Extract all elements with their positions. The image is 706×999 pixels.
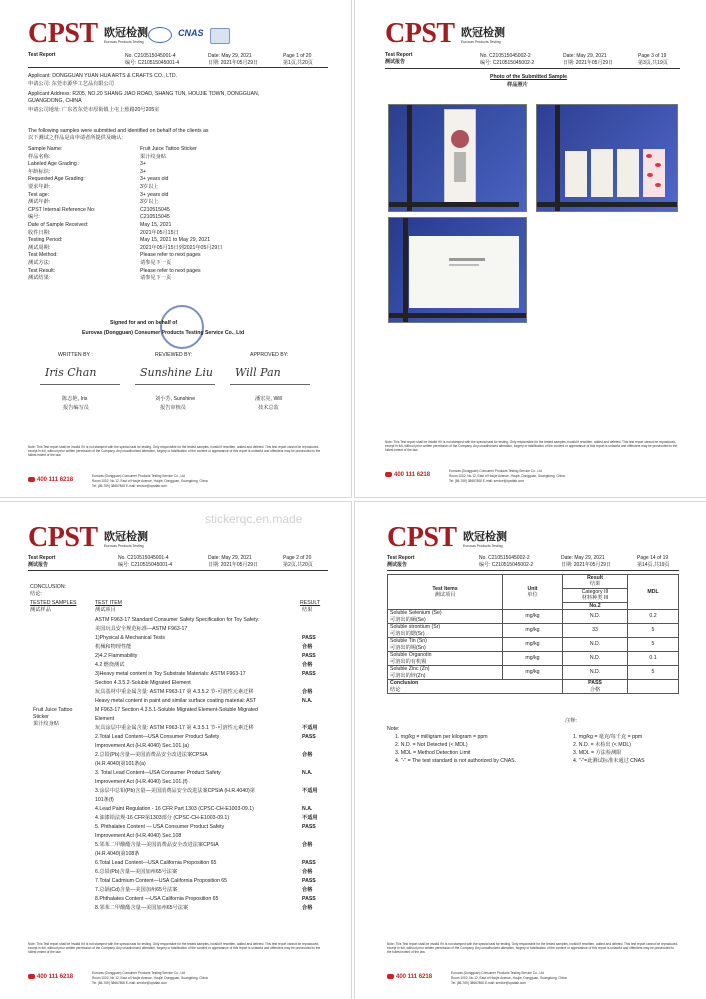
test-item-line: Improvement Act (H.R.4040) Sec.101.(f) [95,779,188,785]
test-item-cn: 可溶出的锌(Zn) [390,672,426,679]
test-item-line: Section 4.3.5.2-Soluble Migrated Element [95,680,191,686]
test-result: PASS [302,878,316,884]
logo-sub: Eurovas Products Testing [463,544,503,548]
report-label-cn: 测试报告 [385,58,406,65]
phone-icon [28,477,35,482]
info-value: 3+ years old [140,191,169,198]
table-row [388,624,679,638]
footer-contact: Tel: (86-769) 38667808 E-mail: service@cpstlab.com [92,981,167,985]
conclusion-label-cn: 结论: [30,591,42,597]
photo-title: Photo of the Submitted Sample [490,74,567,80]
test-item-line: 8.邻苯二甲酸酯含量—美国加州65号法案 [95,905,189,911]
info-value: May 15, 2021 to May 29, 2021 [140,237,211,244]
report-no-cn: 编号: C210515045002-2 [480,59,535,66]
tested-sample-name-2: Sticker [33,714,49,720]
footer-address: Room 1002, No.12, East of Houjie Avenue, Houjie, Dongguan, Guangdong, China [92,976,208,980]
signature-writer: Iris Chan [45,366,97,379]
page-number-cn: 第1页,共20页 [283,59,313,66]
col-test-item: TEST ITEM [95,600,122,606]
logo-sub: Eurovas Products Testing [104,544,144,548]
header-result-cn: 结果 [589,581,601,588]
note-item: 1. mg/kg = milligram per kilogram = ppm [395,734,488,740]
test-result: 合格 [302,752,313,758]
info-value: Please refer to next pages [140,267,201,274]
test-item-en: Soluble Tin (Sn) [390,638,427,645]
report-date: Date: May 29, 2021 [563,53,607,59]
result-cell: N.D. [563,638,628,652]
intro: The following samples were submitted and identified on behalf of the clients as [28,128,209,134]
col-result: RESULT [300,600,321,606]
info-key: Test Result: [28,267,56,274]
test-item-line: 101条(f) [95,797,114,803]
test-result: 合格 [302,887,313,893]
info-key: Sample Name: [28,146,63,152]
test-item-line: Improvement Act (H.R.4040) Sec.101.(a) [95,743,189,749]
note-item-cn: 2. N.D. = 未检出 (< MDL) [573,742,631,748]
unit-cell: mg/kg [503,638,563,652]
page-number: Page 3 of 19 [638,53,667,59]
footer-note: Note: This Test report shall be invalid if it is not stamped with the special seal for testing. Only responsible for the tested samples, invalid if rewritten, added and deleted. This test report cannot be reproduced, except in full, without prior written permission of the Company. Any unauthorized alteration, forgery or falsification of the content or appearance of this report is unlawful and offenders may be prosecuted to the fullest extent of the law. [28,445,321,457]
unit-cell: mg/kg [503,624,563,638]
mdl-cell: 5 [628,638,679,652]
cpst-logo: CPST [28,18,98,49]
sheet-back-image [409,236,519,308]
conclusion-label: Conclusion [390,680,419,687]
info-value: 3岁以上 [140,184,159,190]
signed-on-behalf: Signed for and on behalf of [110,320,178,326]
report-label: Test Report [28,52,56,58]
report-page-2-conclusion [0,502,351,999]
approver-name: 潘宏亮, Will [255,396,282,402]
test-item-en: Soluble Selenium (Se) [390,610,442,617]
test-item-en: Soluble Zinc (Zn) [390,666,430,673]
test-item-line: 8.Phthalates Content —USA California Proposition 65 [95,896,219,902]
info-key: 收件日期: [28,229,51,236]
report-page-14-results [355,502,706,999]
cpst-logo: CPST [387,522,457,553]
test-result: 合格 [302,905,313,911]
footer-company: Eurovas (Dongguan) Consumer Products Testing Service Co., Ltd [92,971,185,975]
header-unit-cn: 单位 [527,592,538,598]
written-by-label: WRITTEN BY : [58,352,93,358]
logo-cn: 欧冠检测 [104,27,148,39]
note-item-cn: 3. MDL = 方法检测限 [573,750,622,756]
test-item-line: 6.Total Lead Content—USA California Proposition 65 [95,860,217,866]
result-cell: 33 [563,624,628,638]
info-value: 2021年05月15日到2021年05月29日 [140,244,223,251]
table-row [388,666,679,680]
test-result: 不适用 [302,788,318,794]
test-item-line: M F963-17 Section 4.3.5.1-Soluble Migrated Element-Soluble Migrated [95,707,258,713]
report-no: No. C210515045002-2 [479,555,530,561]
col-result-cn: 结果 [302,607,313,613]
sample-photo-1 [388,104,527,212]
info-value: C210515045 [140,206,170,213]
test-item-line: 6.总铅(Pb)含量—美国加州65号法案 [95,869,178,875]
test-item-line: 3. Total Lead Content—USA Consumer Product Safety [95,770,221,776]
footer-address: Room 1002, No.12, East of Houjie Avenue, Houjie, Dongguan, Guangdong, China [451,976,567,980]
ilac-badge-icon [148,27,172,43]
unit-cell: mg/kg [503,666,563,680]
report-no-cn: 编号: C210515045001-4 [118,561,173,568]
cnas-logo: CNAS [178,28,204,38]
writer-role: 报告编写员 [63,405,89,411]
reviewer-role: 报告审核员 [160,405,186,411]
unit-cell: mg/kg [503,610,563,624]
unit-cell: mg/kg [503,652,563,666]
tested-sample-name: Fruit Juice Tattoo [33,707,73,713]
footer-company: Eurovas (Dongguan) Consumer Products Testing Service Co., Ltd [449,469,542,473]
info-value: 果汁纹身贴 [140,153,166,160]
info-value: 3岁以上 [140,199,159,206]
applicant: Applicant: DONGGUAN YUAN HUA ARTS & CRAFTS CO., LTD. [28,73,178,79]
test-item-line: 5. Phthalates Content — USA Consumer Product Safety [95,824,225,830]
mdl-cell: 0.2 [628,610,679,624]
test-item-line: Heavy metal content in paint and similar surface coating material: AST [95,698,257,704]
info-value: 3+ years old [140,176,169,183]
test-result: 合格 [302,869,313,875]
report-no-cn: 编号: C210515045002-2 [479,561,534,568]
test-result: N.A. [302,806,313,812]
report-date: Date: May 29, 2021 [208,53,252,59]
approved-by-label: APPROVED BY: [250,352,289,358]
test-item-line: 4.2 燃烧测试 [95,662,125,668]
test-item-cn: 可溶出的硒(Se) [390,616,426,623]
logo-cn: 欧冠检测 [461,27,505,39]
info-key: 编号: [28,214,40,221]
test-item-en: Soluble strontium (Sr) [390,624,441,631]
page-number: Page 2 of 20 [283,555,312,561]
test-item-line: Improvement Act (H.R.4040) Sec.108 [95,833,182,839]
phone-icon [385,472,392,477]
note-item-cn: 1. mg/kg = 毫克/每千克 = ppm [573,734,643,740]
info-value: May 15, 2021 [140,222,172,228]
applicant-address: Applicant Address: R205, NO.20 SHANG JIAO ROAD, SHANG TUN, HOUJIE TOWN, DONGGUAN, [28,91,260,97]
footer-note: Note: This Test report shall be invalid if it is not stamped with the special seal for testing. Only responsible for the tested samples, invalid if rewritten, added and deleted. This test report cannot be reproduced, except in full, without prior written permission of the Company. Any unauthorized alteration, forgery or falsification of the content or appearance of this report is unlawful and offenders may be prosecuted to the fullest extent of the law. [387,942,679,954]
footer-address: Room 1002, No.12, East of Houjie Avenue, Houjie, Dongguan, Guangdong, China [92,479,208,483]
conclusion-label-cn: 结论 [390,686,401,693]
logo-cn: 欧冠检测 [463,531,507,543]
report-date-cn: 日期: 2021年05月29日 [208,59,259,66]
report-label-cn: 测试报告 [28,561,49,568]
conclusion-pass: PASS [588,680,602,687]
test-item-line: 3.涂层中总铅(Pb)含量—美国消费品安全改进法案CPSIA (H.R.4040)第 [95,788,255,794]
report-label: Test Report [28,555,56,561]
footer-address: Room 1002, No.12, East of Houjie Avenue, Houjie, Dongguan, Guangdong, China [449,474,565,478]
info-key: Requested Age Grading: [28,176,85,183]
report-label: Test Report [385,52,413,58]
header-test-items: Test Items [432,585,458,592]
info-key: 年龄标识: [28,168,51,175]
page-number: Page 14 of 19 [637,555,669,561]
header-sample-no: No.2 [563,602,628,609]
test-result: N.A. [302,770,313,776]
test-item-line: 美国玩具安全规范标准—ASTM F963-17 [95,626,188,632]
footer-note: Note: This Test report shall be invalid if it is not stamped with the special seal for testing. Only responsible for the tested samples, invalid if rewritten, added and deleted. This test report cannot be reproduced, except in full, without prior written permission of the Company. Any unauthorized alteration, forgery or falsification of the content or appearance of this report is unlawful and offenders may be prosecuted to the fullest extent of the law. [385,440,678,452]
test-result: 不适用 [302,815,318,821]
footer-company: Eurovas (Dongguan) Consumer Products Testing Service Co., Ltd [451,971,544,975]
report-no: No. C210515045002-2 [480,53,531,59]
test-item-line: 机械和物理性能 [95,644,132,650]
test-item-cn: 可溶出的有机锡 [390,658,427,665]
approver-role: 技术总监 [258,405,279,411]
report-page-1 [0,0,351,497]
info-key: 要求年龄: [28,184,51,190]
test-result: N.A. [302,698,313,704]
test-item-line: 2.Total Lead Content—USA Consumer Product Safety [95,734,220,740]
photo-title-cn: 样品照片 [507,82,528,88]
col-samples: TESTED SAMPLES [30,600,77,606]
test-result: PASS [302,824,316,830]
watermark-text: stickerqc.en.made [205,512,303,526]
footer-company: Eurovas (Dongguan) Consumer Products Testing Service Co., Ltd [92,474,185,478]
report-date: Date: May 29, 2021 [208,555,252,561]
result-cell: N.D. [563,666,628,680]
test-seal-icon [160,305,204,349]
reviewer-name: 刘小芳, Sunshine [155,396,196,402]
info-value: C210515045 [140,214,170,221]
report-date-cn: 日期: 2021年05月29日 [208,561,259,568]
accreditation-icon [210,28,230,44]
phone-icon [28,974,35,979]
reviewed-by-label: REVIEWED BY: [155,352,193,358]
info-value: Fruit Juice Tattoo Sticker [140,146,197,152]
note-item: 3. MDL = Method Detection Limit [395,750,471,756]
info-value: 请参见下一页 [140,260,172,266]
report-no-cn: 编号: C210515045001-4 [125,59,180,66]
tattoo-sheet-image [444,109,476,203]
test-item-line: 2)4.2 Flammability [95,653,138,659]
conclusion-pass-cn: 合格 [589,686,601,693]
report-date-cn: 日期: 2021年05月29日 [561,561,612,568]
info-key: 测试周期: [28,244,51,251]
info-value: 3+ [140,168,146,175]
note-label-cn: 注释: [565,718,577,724]
note-item: 2. N.D. = Not Detected (< MDL) [395,742,468,748]
logo-sub: Eurovas Products Testing [104,40,144,44]
footer-note: Note: This Test report shall be invalid if it is not stamped with the special seal for testing. Only responsible for the tested samples, invalid if rewritten, added and deleted. This test report cannot be reproduced, except in full, without prior written permission of the Company. Any unauthorized alteration, forgery or falsification of the content or appearance of this report is unlawful and offenders may be prosecuted to the fullest extent of the law. [28,942,321,954]
test-item-line: 5.邻苯二甲酸酯含量—美国消费品安全改进法案CPSIA [95,842,219,848]
test-result: PASS [302,671,316,677]
tested-sample-name-cn: 果汁纹身贴 [33,721,59,727]
info-key: Labeled Age Grading : [28,161,80,168]
info-key: 测试年龄: [28,199,51,206]
signature-approver: Will Pan [235,366,281,379]
table-row [388,652,679,666]
page-number: Page 1 of 20 [283,53,312,59]
page-number-cn: 第14页,共19页 [637,561,670,568]
info-value: 2021年05月15日 [140,229,179,236]
report-page-3-photos [355,0,706,497]
sample-photo-2 [536,104,678,212]
col-samples-cn: 测试样品 [30,607,51,613]
report-label-cn: 测试报告 [387,561,408,568]
header-test-items-cn: 测试项目 [434,592,456,598]
header-category: Category III [581,588,609,595]
test-item-line: (H.R.4040)第101条(a) [95,761,146,767]
header-mdl: MDL [647,588,659,595]
info-key: Test age: [28,191,50,198]
phone-icon [387,974,394,979]
results-table [387,574,679,694]
mdl-cell: 5 [628,624,679,638]
report-no: No. C210515045001-4 [125,53,176,59]
report-label: Test Report [387,555,415,561]
test-result: 不适用 [302,725,318,731]
header-result: Result [587,575,603,582]
test-item-cn: 可溶出的锶(Sr) [390,630,425,637]
test-result: 合格 [302,644,313,650]
test-result: PASS [302,896,316,902]
cpst-logo: CPST [385,18,455,49]
header-unit: Unit [527,585,538,592]
info-value: Please refer to next pages [140,252,201,259]
note-item: 4. "-" = The test standard is not authorized by CNAS. [395,758,517,764]
test-item-line: 玩具涂层中重金属含量: ASTM F963-17 第 4.3.5.1 节-可溶性元素迁移 [95,725,254,731]
test-item-line: 3)Heavy metal content in Toy Substrate Materials: ASTM F963-17 [95,671,246,677]
logo-sub: Eurovas Products Testing [461,40,501,44]
info-key: CPST Internal Reference No: [28,206,96,213]
test-item-line: Element [95,716,115,722]
test-item-line: 1)Physical & Mechanical Tests [95,635,165,641]
mdl-cell: 0.1 [628,652,679,666]
test-result: 合格 [302,662,313,668]
applicant-address-cn: 申请公司地址: 广东省东莞市厚街镇上屯上蕉路20号205室 [28,107,160,113]
test-result: PASS [302,635,316,641]
info-value: 3+ [140,161,146,168]
test-item-line: (H.R.4040)第108条 [95,851,140,857]
note-item-cn: 4. "-"=此测试标准未通过 CNAS [573,758,645,764]
info-key: Testing Period: [28,237,63,244]
header-category-cn: 材料种类 III [581,595,609,602]
logo-cn: 欧冠检测 [104,531,148,543]
result-cell: N.D. [563,610,628,624]
page-number-cn: 第2页,共20页 [283,561,313,568]
test-result: PASS [302,734,316,740]
footer-contact: Tel: (86-769) 38667808 E-mail: service@cpstlab.com [451,981,526,985]
footer-contact: Tel: (86-769) 38667808 E-mail: service@cpstlab.com [449,479,524,483]
info-key: Test Method: [28,252,58,259]
info-key: 样品名称: [28,153,51,160]
cpst-logo: CPST [28,522,98,553]
hotline: 400 111 6218 [28,974,73,980]
test-item-line: 7.总镉(Cd)含量—美国加州65号法案 [95,887,178,893]
hotline: 400 111 6218 [385,472,430,478]
hotline: 400 111 6218 [28,477,73,483]
applicant-address-2: GUANGDONG, CHINA [28,98,82,104]
test-result: 合格 [302,689,313,695]
table-row [388,638,679,652]
footer-contact: Tel: (86-769) 38667808 E-mail: service@cpstlab.com [92,484,167,488]
test-item-en: Soluble Organotin [390,652,432,659]
table-row [388,610,679,624]
test-result: PASS [302,860,316,866]
test-item-cn: 可溶出的锡(Sn) [390,644,426,651]
info-key: 测试方法: [28,260,51,266]
sample-photo-3 [388,217,527,323]
test-item-line: 4.油漆铅法规-16 CFR第1303部分 (CPSC-CH-E1003-09.1) [95,815,230,821]
signature-reviewer: Sunshine Liu [140,366,213,379]
report-no: No. C210515045001-4 [118,555,169,561]
test-item-line: 玩具基材中重金属含量: ASTM F963-17 第 4.3.5.2 节-可溶性元素迁移 [95,689,254,695]
report-date-cn: 日期: 2021年05月29日 [563,59,614,66]
writer-name: 陈志艳, Iris [62,396,88,402]
test-item-line: 2.总铅(Pb)含量—美国消费品安全改进法案CPSIA [95,752,208,758]
intro-cn: 以下测试之样品是由申请者所提供及确认: [28,135,123,141]
note-label: Note: [387,726,400,732]
mdl-cell: 5 [628,666,679,680]
report-date: Date: May 29, 2021 [561,555,605,561]
test-item-line: ASTM F963-17 Standard Consumer Safety Specification for Toy Safety: [95,617,260,623]
page-number-cn: 第3页,共19页 [638,59,668,66]
conclusion-label: CONCLUSION: [30,584,67,590]
test-item-line: 7.Total Cadmium Content—USA California Proposition 65 [95,878,228,884]
applicant-cn: 申请公司: 东莞市源华工艺品有限公司 [28,81,114,87]
hotline: 400 111 6218 [387,974,432,980]
test-item-line: 4.Lead Paint Regulation - 16 CFR Part 1303 (CPSC-CH-E1003-09.1) [95,806,254,812]
company-name: Eurovas (Dongguan) Consumer Products Testing Service Co., Ltd [82,330,245,336]
info-key: 测试结果: [28,275,51,282]
col-test-item-cn: 测试项目 [95,607,116,613]
result-cell: N.D. [563,652,628,666]
info-key: Date of Sample Received: [28,222,89,228]
test-result: PASS [302,653,316,659]
info-value: 请参见下一页 [140,275,172,282]
test-result: 合格 [302,842,313,848]
